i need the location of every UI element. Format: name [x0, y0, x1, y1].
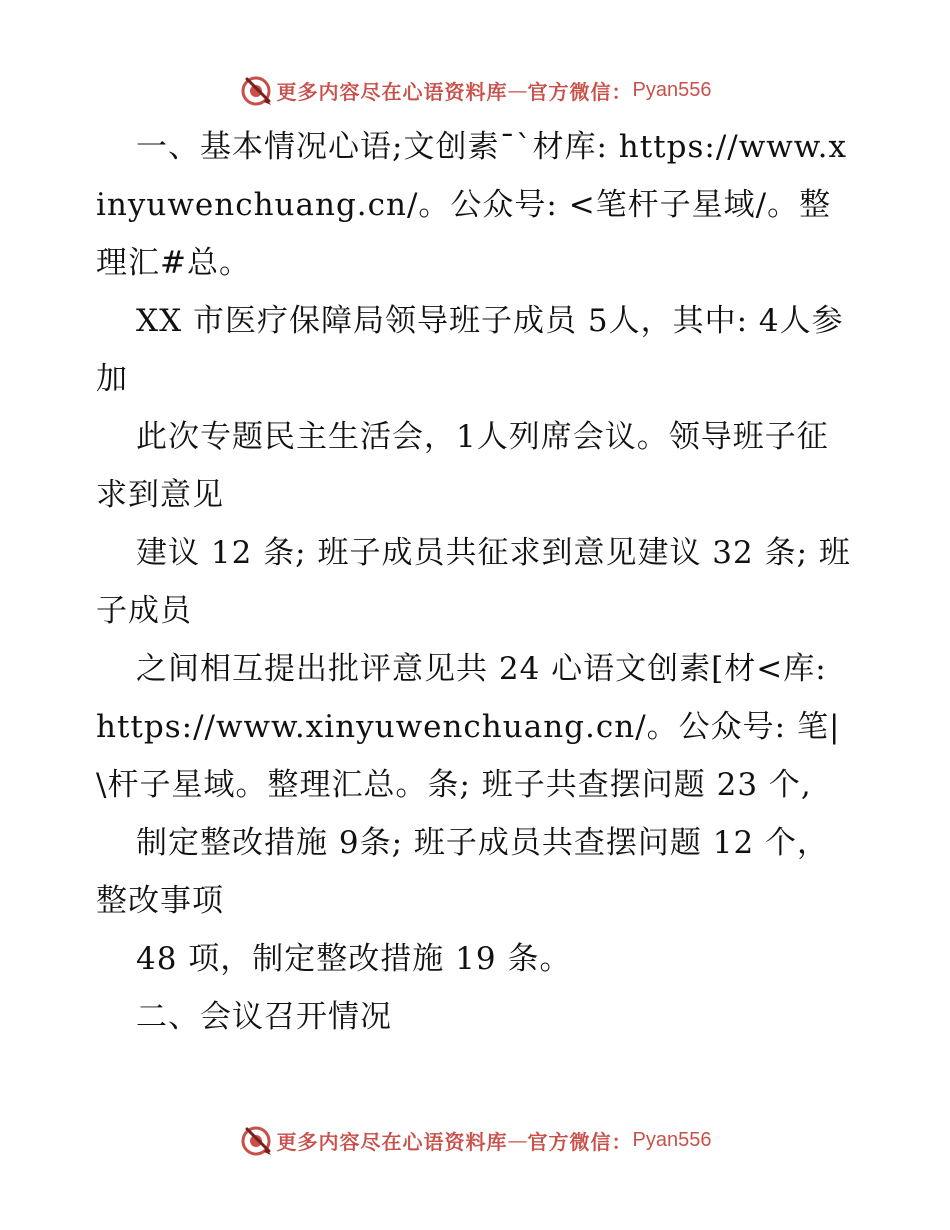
watermark-suffix: 官方微信： — [527, 1129, 633, 1154]
document-body — [96, 118, 856, 1046]
pen-logo-icon — [239, 73, 273, 107]
paragraph-2: XX 市医疗保障局领导班子成员 5人，其中: 4人参加 — [96, 303, 844, 397]
footer-watermark — [0, 1120, 950, 1160]
paragraph-6: 制定整改措施 9条; 班子成员共查摆问题 12 个，整改事项 — [96, 825, 830, 919]
watermark-id: Pyan556 — [632, 78, 712, 101]
header-watermark — [0, 70, 950, 110]
watermark-text: 更多内容尽在心语资料库 — [276, 79, 508, 104]
pen-logo-icon — [239, 1123, 273, 1157]
watermark-id: Pyan556 — [632, 1128, 712, 1151]
watermark-suffix: 官方微信： — [527, 79, 633, 104]
paragraph-1: 一、基本情况心语;文创素¯`材库: https://www.xinyuwenchuang.cn/。公众号: <笔杆子星域/。整理汇#总。 — [96, 129, 847, 281]
watermark-separator: — — [507, 78, 528, 102]
paragraph-5: 之间相互提出批评意见共 24 心语文创素[材<库: https://www.xinyuwenchuang.cn/。公众号: 笔|\杆子星域。整理汇总。条; 班子共查摆问题 23 个, — [96, 651, 841, 803]
paragraph-7: 48 项，制定整改措施 19 条。 — [136, 941, 572, 977]
watermark-text: 更多内容尽在心语资料库 — [276, 1129, 508, 1154]
paragraph-8: 二、会议召开情况 — [136, 999, 392, 1035]
paragraph-3: 此次专题民主生活会，1人列席会议。领导班子征求到意见 — [96, 419, 829, 513]
paragraph-4: 建议 12 条; 班子成员共征求到意见建议 32 条; 班子成员 — [96, 535, 851, 629]
watermark-separator: — — [507, 1128, 528, 1152]
